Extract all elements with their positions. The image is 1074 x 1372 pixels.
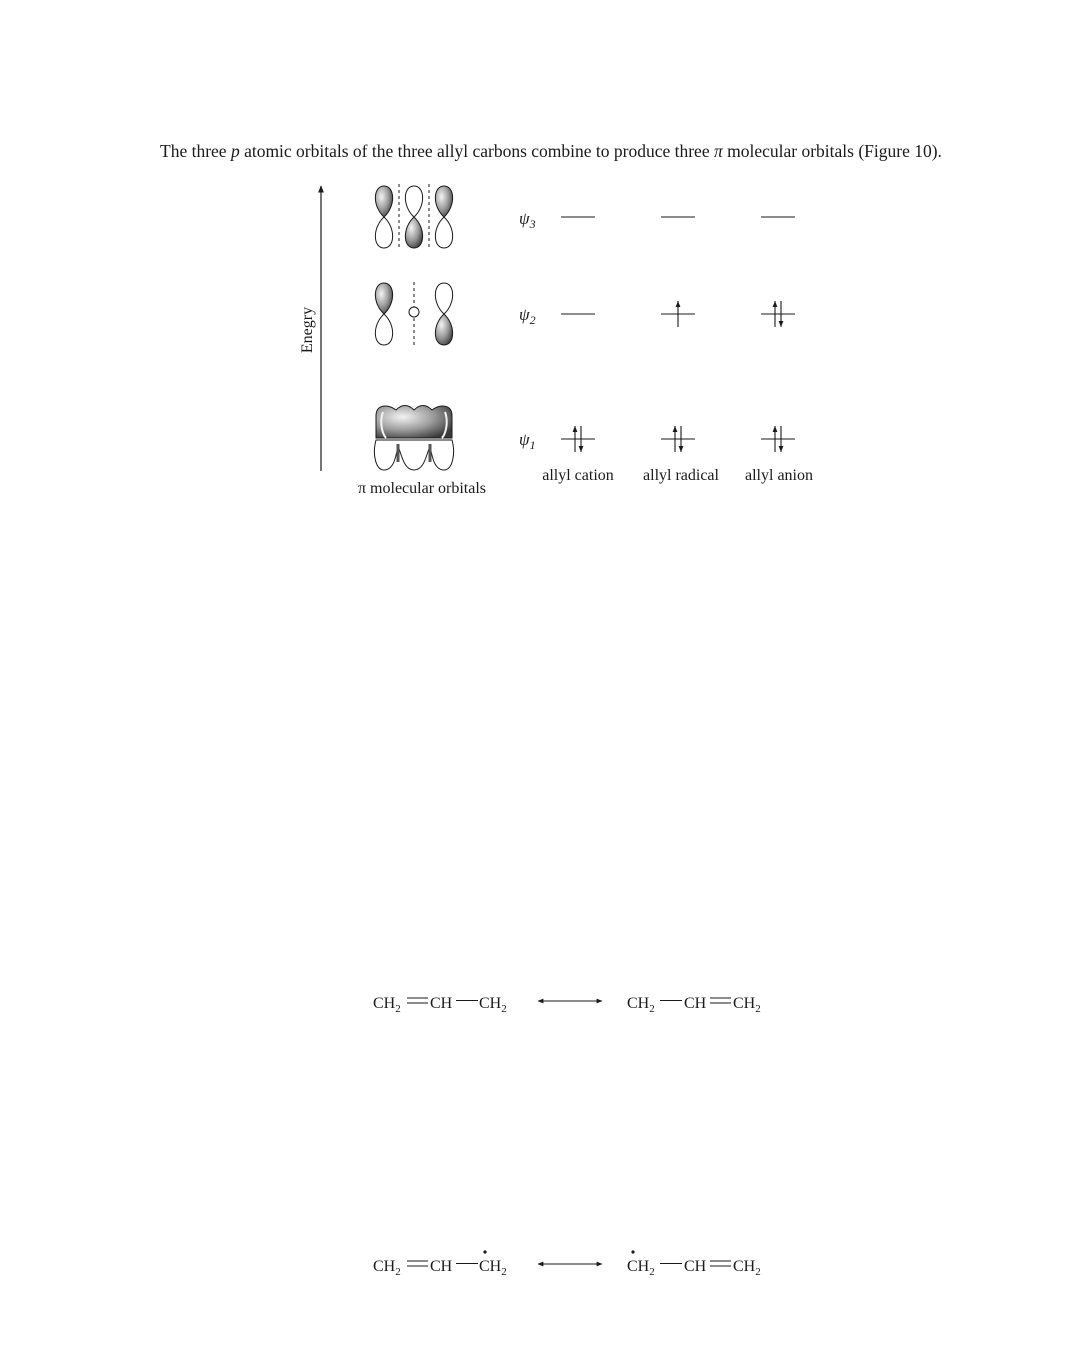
spin-down-arrowhead: [679, 446, 684, 452]
lobe: [435, 283, 452, 314]
resonance-structure-1: [373, 995, 761, 1015]
spin-up-arrowhead: [773, 301, 778, 307]
res1-right-a-text: CH: [627, 995, 650, 1012]
lobe: [405, 217, 422, 248]
psi1-label: [519, 430, 536, 452]
psi3-label: [519, 209, 536, 231]
lobe: [435, 186, 452, 217]
radical-dot: [631, 1250, 634, 1253]
lobe: [405, 186, 422, 217]
res2-left-a: [373, 1258, 401, 1278]
intro-part1: The three: [160, 141, 231, 161]
spin-up-arrowhead: [573, 426, 578, 432]
res2-left-c: [479, 1258, 507, 1278]
res1-right-c-sub: 2: [755, 1003, 761, 1015]
energy-axis-label: Enegry: [299, 306, 316, 354]
bonding-upper-lobe: [376, 406, 452, 439]
lobe: [375, 314, 392, 345]
intro-p-symbol: p: [230, 141, 240, 161]
res2-left-a-sub: 2: [395, 1266, 401, 1278]
spin-down-arrowhead: [779, 321, 784, 327]
res1-left-c-text: CH: [479, 995, 502, 1012]
psi3-subscript: 3: [529, 217, 536, 231]
spin-up-arrowhead: [673, 426, 678, 432]
energy-levels: [561, 217, 795, 452]
spin-down-arrowhead: [579, 446, 584, 452]
lobe: [435, 314, 452, 345]
res1-right-c-text: CH: [733, 995, 756, 1012]
res1-right-a-sub: 2: [649, 1003, 655, 1015]
res2-right-c: [733, 1258, 761, 1278]
lobe: [375, 186, 392, 217]
intro-part2: atomic orbitals of the three allyl carbons combine to produce three: [239, 141, 714, 161]
species-label-cation: allyl cation: [542, 467, 614, 484]
res1-left-b: CH: [430, 995, 453, 1012]
res2-left-a-text: CH: [373, 1258, 396, 1275]
psi2-label: [519, 305, 536, 327]
resonance-structure-2: [373, 1250, 761, 1278]
radical-dot: [483, 1250, 486, 1253]
orbital-psi3: [375, 184, 452, 250]
psi2-symbol: ψ: [519, 305, 530, 324]
res1-left-c-sub: 2: [501, 1003, 507, 1015]
orbital-psi2: [375, 282, 452, 347]
res2-right-a: [627, 1258, 655, 1278]
res2-right-a-text: CH: [627, 1258, 650, 1275]
res2-right-b: CH: [684, 1258, 707, 1275]
res1-right-b: CH: [684, 995, 707, 1012]
orbital-caption: π molecular orbitals: [357, 480, 487, 497]
lobe: [375, 283, 392, 314]
node-atom: [409, 307, 419, 317]
res1-left-a-sub: 2: [395, 1003, 401, 1015]
lobe: [375, 217, 392, 248]
res2-right-a-sub: 2: [649, 1266, 655, 1278]
psi1-subscript: 1: [529, 438, 536, 452]
bonding-lower-lobe: [374, 440, 453, 470]
orbital-psi1: [374, 406, 453, 471]
res1-left-a: [373, 995, 401, 1015]
spin-up-arrowhead: [773, 426, 778, 432]
psi1-symbol: ψ: [519, 430, 530, 449]
res1-right-c: [733, 995, 761, 1015]
res2-right-c-sub: 2: [755, 1266, 761, 1278]
psi2-subscript: 2: [529, 313, 536, 327]
res2-left-b: CH: [430, 1258, 453, 1275]
species-label-radical: allyl radical: [643, 467, 719, 484]
res1-left-a-text: CH: [373, 995, 396, 1012]
res2-right-c-text: CH: [733, 1258, 756, 1275]
spin-down-arrowhead: [779, 446, 784, 452]
res2-left-c-text: CH: [479, 1258, 502, 1275]
res2-left-c-sub: 2: [501, 1266, 507, 1278]
intro-part3: molecular orbitals (Figure 10).: [722, 141, 942, 161]
energy-axis: [299, 186, 321, 471]
res1-right-a: [627, 995, 655, 1015]
lobe: [435, 217, 452, 248]
res1-left-c: [479, 995, 507, 1015]
psi3-symbol: ψ: [519, 209, 530, 228]
intro-pi-symbol: π: [713, 141, 723, 161]
spin-up-arrowhead: [676, 301, 681, 307]
species-label-anion: allyl anion: [745, 467, 813, 484]
